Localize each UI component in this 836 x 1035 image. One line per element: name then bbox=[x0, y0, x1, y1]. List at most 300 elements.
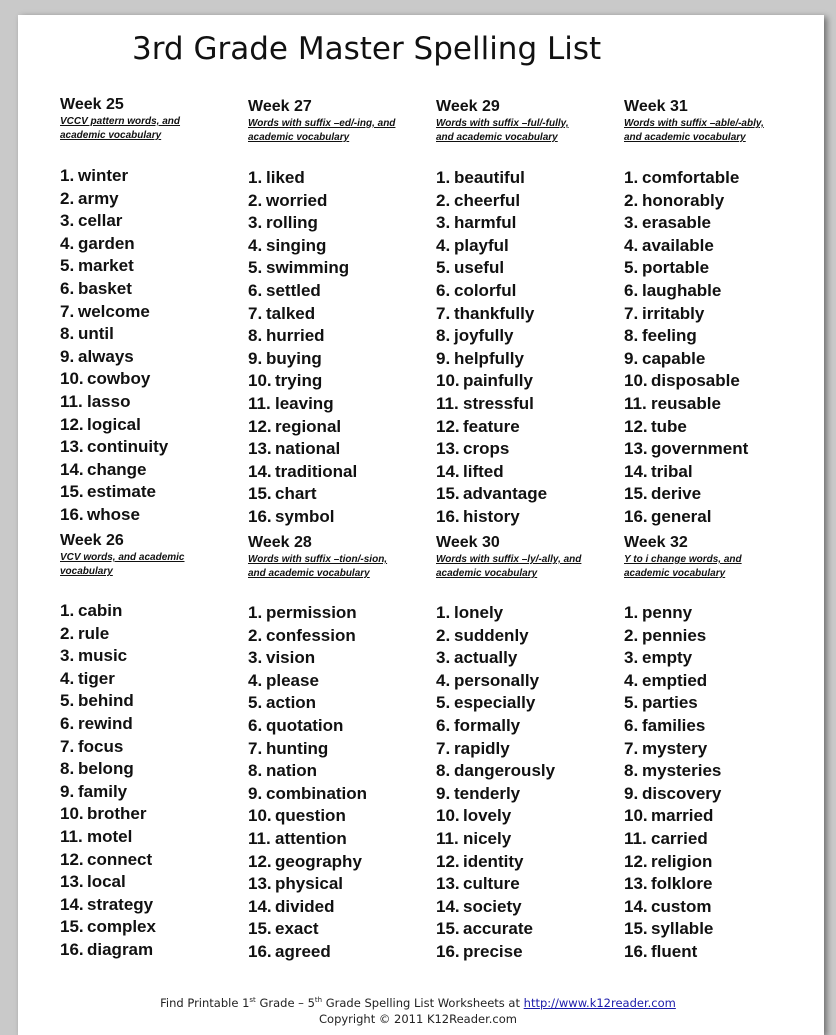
word-item bbox=[436, 647, 555, 670]
word-number: 4. bbox=[60, 233, 75, 253]
word-text: hurried bbox=[266, 326, 325, 346]
word-item bbox=[624, 348, 748, 371]
word-item bbox=[248, 393, 357, 416]
word-number: 4. bbox=[624, 235, 639, 255]
word-item bbox=[436, 416, 547, 439]
word-number: 16. bbox=[624, 506, 648, 526]
word-number: 13. bbox=[436, 439, 460, 459]
week-block bbox=[624, 97, 800, 526]
word-text: connect bbox=[87, 849, 153, 869]
word-number: 2. bbox=[248, 190, 263, 210]
word-item bbox=[436, 167, 547, 190]
word-text: singing bbox=[266, 235, 327, 255]
word-list bbox=[624, 602, 721, 964]
word-text: always bbox=[78, 346, 134, 366]
word-text: government bbox=[651, 439, 749, 459]
word-text: focus bbox=[78, 736, 124, 756]
week-block bbox=[248, 533, 424, 961]
word-text: families bbox=[642, 715, 706, 735]
word-text: especially bbox=[454, 693, 536, 713]
copyright-text: Copyright © 2011 K12Reader.com bbox=[319, 1011, 517, 1026]
word-text: geography bbox=[275, 851, 362, 871]
word-text: buying bbox=[266, 348, 322, 368]
word-text: emptied bbox=[642, 670, 708, 690]
word-text: thankfully bbox=[454, 303, 535, 323]
k12reader-link[interactable]: http://www.k12reader.com bbox=[523, 995, 676, 1010]
word-text: rolling bbox=[266, 213, 318, 233]
word-text: feature bbox=[463, 416, 520, 436]
word-text: leaving bbox=[275, 393, 334, 413]
word-item bbox=[436, 805, 555, 828]
word-item bbox=[624, 325, 748, 348]
word-text: permission bbox=[266, 603, 357, 622]
word-item bbox=[248, 828, 367, 851]
word-text: divided bbox=[275, 896, 335, 916]
word-item bbox=[248, 918, 367, 941]
word-item bbox=[436, 918, 555, 941]
word-number: 13. bbox=[248, 874, 272, 894]
word-number: 6. bbox=[624, 715, 639, 735]
word-item bbox=[248, 461, 357, 484]
week-block bbox=[436, 533, 612, 961]
word-number: 3. bbox=[248, 648, 263, 668]
word-text: winter bbox=[78, 166, 129, 185]
word-text: belong bbox=[78, 759, 134, 779]
word-number: 12. bbox=[436, 416, 460, 436]
word-number: 15. bbox=[248, 484, 272, 504]
footer-line bbox=[0, 992, 836, 1011]
word-number: 5. bbox=[60, 691, 75, 711]
word-number: 15. bbox=[436, 919, 460, 939]
word-text: derive bbox=[651, 484, 702, 504]
word-item bbox=[624, 190, 748, 213]
word-text: lifted bbox=[463, 461, 504, 481]
week-description: VCV words, and academic vocabulary bbox=[60, 552, 185, 577]
word-item bbox=[624, 167, 748, 190]
word-item bbox=[624, 873, 721, 896]
word-text: tenderly bbox=[454, 783, 521, 803]
word-text: tribal bbox=[651, 461, 693, 481]
word-item bbox=[624, 370, 748, 393]
word-item bbox=[624, 416, 748, 439]
page-title: 3rd Grade Master Spelling List bbox=[132, 31, 602, 67]
word-item bbox=[624, 506, 748, 529]
word-item bbox=[248, 506, 357, 529]
word-item bbox=[624, 280, 748, 303]
word-item bbox=[624, 438, 748, 461]
word-number: 11. bbox=[248, 828, 271, 848]
word-number: 9. bbox=[248, 348, 263, 368]
word-number: 8. bbox=[248, 326, 263, 346]
word-item bbox=[436, 692, 555, 715]
word-item bbox=[436, 280, 547, 303]
word-item bbox=[436, 625, 555, 648]
word-item bbox=[248, 896, 367, 919]
word-text: capable bbox=[642, 348, 706, 368]
word-item bbox=[436, 670, 555, 693]
word-text: penny bbox=[642, 603, 693, 622]
word-text: logical bbox=[87, 414, 141, 434]
word-number: 14. bbox=[436, 896, 460, 916]
word-item bbox=[436, 506, 547, 529]
word-list bbox=[624, 167, 748, 529]
word-number: 10. bbox=[248, 806, 272, 826]
word-number: 11. bbox=[624, 393, 647, 413]
word-text: dangerously bbox=[454, 761, 556, 781]
word-number: 11. bbox=[436, 393, 459, 413]
word-number: 4. bbox=[624, 670, 639, 690]
word-text: formally bbox=[454, 715, 521, 735]
word-number: 6. bbox=[248, 715, 263, 735]
week-block bbox=[436, 97, 612, 526]
word-number: 12. bbox=[60, 414, 84, 434]
word-item bbox=[624, 828, 721, 851]
week-block bbox=[60, 95, 236, 524]
word-item bbox=[248, 280, 357, 303]
word-number: 9. bbox=[624, 348, 639, 368]
word-text: culture bbox=[463, 874, 520, 894]
word-number: 14. bbox=[60, 894, 84, 914]
word-item bbox=[624, 461, 748, 484]
word-text: irritably bbox=[642, 303, 705, 323]
word-item bbox=[436, 325, 547, 348]
word-item bbox=[248, 438, 357, 461]
word-number: 7. bbox=[60, 736, 75, 756]
word-list bbox=[60, 165, 168, 527]
word-number: 12. bbox=[436, 851, 460, 871]
word-number: 13. bbox=[60, 872, 84, 892]
word-number: 13. bbox=[624, 874, 648, 894]
week-block bbox=[60, 531, 236, 959]
word-list bbox=[436, 602, 555, 964]
word-number: 16. bbox=[248, 941, 272, 961]
word-text: lovely bbox=[463, 806, 512, 826]
word-text: basket bbox=[78, 278, 132, 298]
week-title: Week 32 bbox=[624, 534, 688, 551]
word-item bbox=[60, 165, 168, 188]
word-item bbox=[60, 188, 168, 211]
word-item bbox=[624, 257, 748, 280]
word-item bbox=[60, 758, 156, 781]
word-text: symbol bbox=[275, 506, 335, 526]
word-item bbox=[436, 235, 547, 258]
word-number: 8. bbox=[60, 759, 75, 779]
week-description: Words with suffix –ed/-ing, and academic vocabulary bbox=[248, 118, 396, 143]
word-item bbox=[248, 212, 357, 235]
word-item bbox=[60, 210, 168, 233]
word-text: tiger bbox=[78, 668, 115, 688]
word-item bbox=[436, 190, 547, 213]
word-number: 2. bbox=[436, 190, 451, 210]
word-number: 3. bbox=[436, 213, 451, 233]
word-number: 10. bbox=[436, 806, 460, 826]
word-text: vision bbox=[266, 648, 316, 668]
word-number: 15. bbox=[248, 919, 272, 939]
word-list bbox=[248, 167, 357, 529]
word-item bbox=[60, 736, 156, 759]
word-number: 10. bbox=[624, 371, 648, 391]
word-number: 6. bbox=[436, 280, 451, 300]
word-item bbox=[60, 690, 156, 713]
word-item bbox=[60, 278, 168, 301]
word-text: fluent bbox=[651, 941, 698, 961]
word-list bbox=[248, 602, 367, 964]
word-item bbox=[248, 873, 367, 896]
word-number: 16. bbox=[436, 941, 460, 961]
word-number: 8. bbox=[436, 326, 451, 346]
word-number: 11. bbox=[60, 391, 83, 411]
word-text: strategy bbox=[87, 894, 154, 914]
word-list bbox=[436, 167, 547, 529]
word-item bbox=[436, 851, 555, 874]
word-number: 2. bbox=[436, 625, 451, 645]
word-item bbox=[248, 805, 367, 828]
word-text: swimming bbox=[266, 258, 350, 278]
word-number: 15. bbox=[60, 482, 84, 502]
word-item bbox=[624, 715, 721, 738]
word-item bbox=[436, 896, 555, 919]
word-item bbox=[436, 738, 555, 761]
week-title: Week 30 bbox=[436, 534, 500, 551]
word-number: 12. bbox=[60, 849, 84, 869]
word-text: religion bbox=[651, 851, 713, 871]
word-text: cabin bbox=[78, 601, 123, 620]
word-number: 8. bbox=[60, 324, 75, 344]
word-text: cowboy bbox=[87, 369, 151, 389]
word-item bbox=[436, 828, 555, 851]
word-item bbox=[60, 414, 168, 437]
word-number: 1. bbox=[248, 168, 263, 187]
word-text: agreed bbox=[275, 941, 331, 961]
word-item bbox=[436, 303, 547, 326]
word-text: disposable bbox=[651, 371, 740, 391]
word-item bbox=[436, 370, 547, 393]
word-text: history bbox=[463, 506, 520, 526]
word-item bbox=[624, 783, 721, 806]
word-number: 5. bbox=[436, 693, 451, 713]
word-number: 2. bbox=[60, 623, 75, 643]
word-item bbox=[60, 623, 156, 646]
word-item bbox=[60, 668, 156, 691]
word-item bbox=[60, 600, 156, 623]
word-number: 1. bbox=[436, 603, 451, 622]
word-text: joyfully bbox=[454, 326, 514, 346]
word-number: 7. bbox=[248, 303, 263, 323]
word-item bbox=[248, 851, 367, 874]
word-item bbox=[248, 235, 357, 258]
word-item bbox=[60, 803, 156, 826]
word-text: liked bbox=[266, 168, 305, 187]
word-number: 2. bbox=[624, 190, 639, 210]
word-text: honorably bbox=[642, 190, 725, 210]
word-text: colorful bbox=[454, 280, 517, 300]
word-text: advantage bbox=[463, 484, 548, 504]
word-number: 6. bbox=[248, 280, 263, 300]
word-item bbox=[248, 738, 367, 761]
word-text: married bbox=[651, 806, 714, 826]
word-text: music bbox=[78, 646, 128, 666]
word-item bbox=[60, 368, 168, 391]
word-number: 14. bbox=[624, 896, 648, 916]
word-text: identity bbox=[463, 851, 524, 871]
word-number: 16. bbox=[436, 506, 460, 526]
word-item bbox=[248, 167, 357, 190]
word-item bbox=[436, 461, 547, 484]
word-number: 8. bbox=[624, 761, 639, 781]
word-item bbox=[248, 941, 367, 964]
word-number: 14. bbox=[436, 461, 460, 481]
word-text: rewind bbox=[78, 713, 133, 733]
word-number: 6. bbox=[60, 278, 75, 298]
word-number: 10. bbox=[60, 804, 84, 824]
word-text: discovery bbox=[642, 783, 722, 803]
word-number: 12. bbox=[248, 851, 272, 871]
word-number: 7. bbox=[60, 301, 75, 321]
word-text: laughable bbox=[642, 280, 722, 300]
word-item bbox=[624, 625, 721, 648]
word-number: 5. bbox=[624, 258, 639, 278]
word-number: 13. bbox=[624, 439, 648, 459]
word-item bbox=[60, 233, 168, 256]
word-text: available bbox=[642, 235, 714, 255]
word-number: 8. bbox=[624, 326, 639, 346]
word-number: 1. bbox=[60, 166, 75, 185]
word-number: 4. bbox=[248, 235, 263, 255]
word-number: 13. bbox=[436, 874, 460, 894]
word-item bbox=[436, 760, 555, 783]
word-text: exact bbox=[275, 919, 319, 939]
word-text: settled bbox=[266, 280, 321, 300]
week-title: Week 31 bbox=[624, 98, 688, 115]
word-text: brother bbox=[87, 804, 147, 824]
word-number: 14. bbox=[60, 459, 84, 479]
word-text: rapidly bbox=[454, 738, 510, 758]
word-text: harmful bbox=[454, 213, 517, 233]
word-number: 1. bbox=[624, 168, 639, 187]
word-number: 10. bbox=[436, 371, 460, 391]
word-item bbox=[624, 851, 721, 874]
footer-sup-fifth: th bbox=[314, 996, 323, 1004]
word-text: family bbox=[78, 781, 128, 801]
word-number: 4. bbox=[436, 235, 451, 255]
word-number: 9. bbox=[60, 346, 75, 366]
word-text: garden bbox=[78, 233, 135, 253]
word-number: 13. bbox=[248, 439, 272, 459]
word-item bbox=[624, 760, 721, 783]
word-item bbox=[624, 670, 721, 693]
word-item bbox=[248, 625, 367, 648]
word-item bbox=[624, 212, 748, 235]
word-number: 5. bbox=[248, 258, 263, 278]
word-item bbox=[60, 781, 156, 804]
word-text: lasso bbox=[87, 391, 131, 411]
word-number: 11. bbox=[436, 828, 459, 848]
word-item bbox=[248, 692, 367, 715]
word-text: mysteries bbox=[642, 761, 722, 781]
word-item bbox=[60, 916, 156, 939]
word-item bbox=[436, 438, 547, 461]
word-number: 3. bbox=[624, 648, 639, 668]
word-number: 5. bbox=[248, 693, 263, 713]
word-text: talked bbox=[266, 303, 316, 323]
word-item bbox=[436, 941, 555, 964]
word-text: physical bbox=[275, 874, 344, 894]
word-text: helpfully bbox=[454, 348, 524, 368]
word-number: 2. bbox=[624, 625, 639, 645]
word-text: regional bbox=[275, 416, 342, 436]
word-number: 8. bbox=[248, 761, 263, 781]
word-text: empty bbox=[642, 648, 693, 668]
word-text: local bbox=[87, 872, 126, 892]
word-text: reusable bbox=[651, 393, 721, 413]
word-number: 12. bbox=[248, 416, 272, 436]
word-number: 4. bbox=[436, 670, 451, 690]
footer-middle: Grade – 5 bbox=[255, 995, 315, 1010]
week-block bbox=[624, 533, 800, 961]
word-number: 5. bbox=[436, 258, 451, 278]
word-text: general bbox=[651, 506, 712, 526]
word-item bbox=[248, 303, 357, 326]
word-item bbox=[624, 918, 721, 941]
word-text: please bbox=[266, 670, 319, 690]
word-text: playful bbox=[454, 235, 509, 255]
word-text: actually bbox=[454, 648, 518, 668]
word-text: complex bbox=[87, 917, 156, 937]
word-item bbox=[248, 602, 367, 625]
word-number: 10. bbox=[248, 371, 272, 391]
word-number: 3. bbox=[60, 646, 75, 666]
word-number: 3. bbox=[248, 213, 263, 233]
word-text: beautiful bbox=[454, 168, 525, 187]
word-number: 10. bbox=[624, 806, 648, 826]
word-item bbox=[60, 255, 168, 278]
word-text: society bbox=[463, 896, 522, 916]
word-text: chart bbox=[275, 484, 317, 504]
word-number: 11. bbox=[624, 828, 647, 848]
word-item bbox=[248, 370, 357, 393]
word-item bbox=[624, 303, 748, 326]
word-number: 8. bbox=[436, 761, 451, 781]
word-text: army bbox=[78, 188, 119, 208]
word-item bbox=[624, 692, 721, 715]
word-text: welcome bbox=[78, 301, 150, 321]
word-text: tube bbox=[651, 416, 687, 436]
week-description: Y to i change words, and academic vocabulary bbox=[624, 554, 742, 579]
word-text: painfully bbox=[463, 371, 533, 391]
word-number: 7. bbox=[624, 303, 639, 323]
week-title: Week 28 bbox=[248, 534, 312, 551]
word-number: 16. bbox=[60, 939, 84, 959]
word-text: syllable bbox=[651, 919, 714, 939]
word-text: question bbox=[275, 806, 346, 826]
word-item bbox=[248, 483, 357, 506]
word-item bbox=[436, 393, 547, 416]
word-number: 4. bbox=[60, 668, 75, 688]
word-number: 15. bbox=[624, 919, 648, 939]
word-number: 9. bbox=[60, 781, 75, 801]
word-number: 5. bbox=[60, 256, 75, 276]
word-number: 3. bbox=[436, 648, 451, 668]
word-item bbox=[248, 670, 367, 693]
word-text: accurate bbox=[463, 919, 533, 939]
word-item bbox=[60, 645, 156, 668]
word-number: 11. bbox=[60, 826, 83, 846]
word-text: mystery bbox=[642, 738, 708, 758]
word-number: 3. bbox=[624, 213, 639, 233]
word-text: portable bbox=[642, 258, 710, 278]
word-item bbox=[248, 760, 367, 783]
week-description: Words with suffix –ful/-fully, and academic vocabulary bbox=[436, 118, 569, 143]
